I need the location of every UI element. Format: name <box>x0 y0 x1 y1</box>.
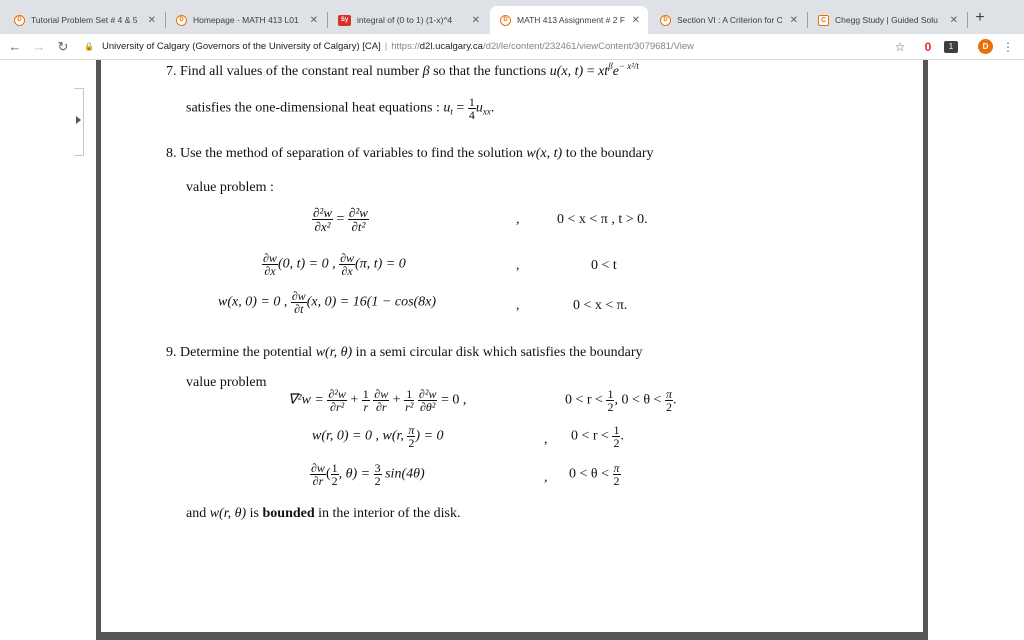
document-viewer-bottom-border <box>96 632 928 640</box>
url-host: d2l.ucalgary.ca <box>419 40 483 52</box>
url-scheme: https:// <box>391 40 420 52</box>
close-icon[interactable]: ✕ <box>147 14 156 26</box>
tab-label: Section VI : A Criterion for C <box>677 15 783 25</box>
problem-7-line-2: satisfies the one-dimensional heat equations : $u_t$ = $\frac{1}{4}$ $u_{xx}$. <box>186 95 495 122</box>
tab-label: MATH 413 Assignment # 2 F <box>517 15 626 25</box>
tab-chegg-study[interactable] <box>808 6 966 34</box>
problem-7-line-1: 7. Find all values of the constant real number β so that the functions u(x, $t) = xt^\beta e^{- x^2/t}$ <box>166 61 639 79</box>
tab-section-vi[interactable] <box>650 6 806 34</box>
problem-9-condition-1: 0 < r < $\frac{1}{2}$ , 0 < θ < $\frac{\pi}{2}$ . <box>565 387 677 414</box>
profile-avatar[interactable]: D <box>978 39 993 54</box>
comma: , <box>516 258 520 273</box>
site-identity: University of Calgary (Governors of the University of Calgary) [CA] <box>102 40 381 52</box>
url-separator: | <box>384 40 388 52</box>
d2l-favicon-icon: D <box>14 15 25 26</box>
comma: , <box>544 470 548 485</box>
forward-button[interactable]: → <box>32 39 46 54</box>
tab-label: Homepage - MATH 413 L01 <box>193 15 299 25</box>
tab-label: integral of (0 to 1) (1-x)^4 <box>357 15 453 25</box>
tab-symbolab-integral[interactable] <box>328 6 488 34</box>
problem-9-boundary-2: $\frac{\partial w}{\partial r}$ ( $\frac{1}{2}$ , θ) = $\frac{3}{2}$ sin(4θ) <box>311 461 425 488</box>
menu-icon[interactable]: ⋮ <box>1002 40 1014 54</box>
browser-toolbar <box>0 34 1024 60</box>
tab-label: Chegg Study | Guided Solu <box>835 15 938 25</box>
tab-homepage-math413[interactable] <box>166 6 326 34</box>
reload-button[interactable]: ↻ <box>57 39 69 54</box>
tab-tutorial-problem-set[interactable] <box>4 6 164 34</box>
problem-9-condition-2: 0 < r < $\frac{1}{2}$ . <box>571 423 624 450</box>
tab-label: Tutorial Problem Set # 4 & 5 <box>31 15 138 25</box>
problem-8-line-2: value problem : <box>186 180 274 195</box>
problem-8-equation-1: $\frac{\text{∂²w}}{\text{∂x²}}$ = $\frac{\text{∂²w}}{\text{∂t²}}$ <box>313 205 368 234</box>
extension-badge-icon[interactable]: 0 <box>924 40 932 54</box>
url-path: /d2l/le/content/232461/viewContent/3079681/View <box>482 40 695 52</box>
symbolab-favicon-icon: Sy <box>338 15 351 26</box>
close-icon[interactable]: ✕ <box>309 14 318 26</box>
problem-8-line-1: 8. Use the method of separation of variables to find the solution w(x, t) to the boundary <box>166 146 654 161</box>
tab-strip <box>0 0 1024 34</box>
back-button[interactable]: ← <box>8 39 22 54</box>
tab-separator <box>967 12 968 28</box>
d2l-favicon-icon: D <box>660 15 671 26</box>
d2l-favicon-icon: D <box>500 15 511 26</box>
problem-9-boundary-1: w(r, 0) = 0 , w(r, $\frac{\pi}{2}$ ) = 0 <box>312 423 444 450</box>
chegg-favicon-icon: C <box>818 15 829 26</box>
problem-8-equation-2: $\frac{\partial w}{\partial x}$ (0, t) = 0 , $\frac{\partial w}{\partial x}$ (π, t) = 0 <box>263 251 406 278</box>
d2l-favicon-icon: D <box>176 15 187 26</box>
problem-8-condition-2: 0 < t <box>591 258 617 273</box>
tab-math413-assignment[interactable] <box>490 6 648 34</box>
problem-8-condition-1: 0 < x < π , t > 0. <box>557 212 648 227</box>
page-viewport <box>0 60 1024 640</box>
new-tab-button[interactable]: + <box>975 9 985 26</box>
comma: , <box>516 298 520 313</box>
problem-9-laplace-equation: ∇²w = $\frac{\text{∂²w}}{\text{∂r²}}$ + $\frac{1}{r}$ $\frac{\partial w}{\partial r}$ + $\frac{1}{\text{r²}}$ $\frac{\text{∂²w}}{\text{∂θ²}}$ = 0 , <box>288 387 467 414</box>
close-icon[interactable]: ✕ <box>471 14 480 26</box>
problem-9-line-1: 9. Determine the potential w(r, θ) in a semi circular disk which satisfies the boundary <box>166 345 643 360</box>
lock-icon[interactable]: 🔒 <box>84 41 94 51</box>
close-icon[interactable]: ✕ <box>949 14 958 26</box>
caret-right-icon[interactable] <box>76 116 81 124</box>
address-bar[interactable] <box>84 36 884 56</box>
comma: , <box>544 432 548 447</box>
comma: , <box>516 212 520 227</box>
problem-9-condition-3: 0 < θ < $\frac{\pi}{2}$ <box>569 461 620 488</box>
bookmark-star-icon[interactable]: ☆ <box>894 40 906 54</box>
problem-8-equation-3: w(x, 0) = 0 , $\frac{\partial w}{\partial t}$ (x, 0) = 16(1 − cos(8x) <box>218 289 437 316</box>
problem-9-line-2: value problem <box>186 375 267 390</box>
problem-8-condition-3: 0 < x < π. <box>573 298 628 313</box>
close-icon[interactable]: ✕ <box>789 14 798 26</box>
one-quarter-fraction: $\frac{1}{4}$ <box>468 95 475 122</box>
close-icon[interactable]: ✕ <box>631 14 640 26</box>
extension-box-icon[interactable]: 1 <box>944 41 958 53</box>
problem-9-closing-line: and w(r, θ) is bounded in the interior of the disk. <box>186 506 461 521</box>
